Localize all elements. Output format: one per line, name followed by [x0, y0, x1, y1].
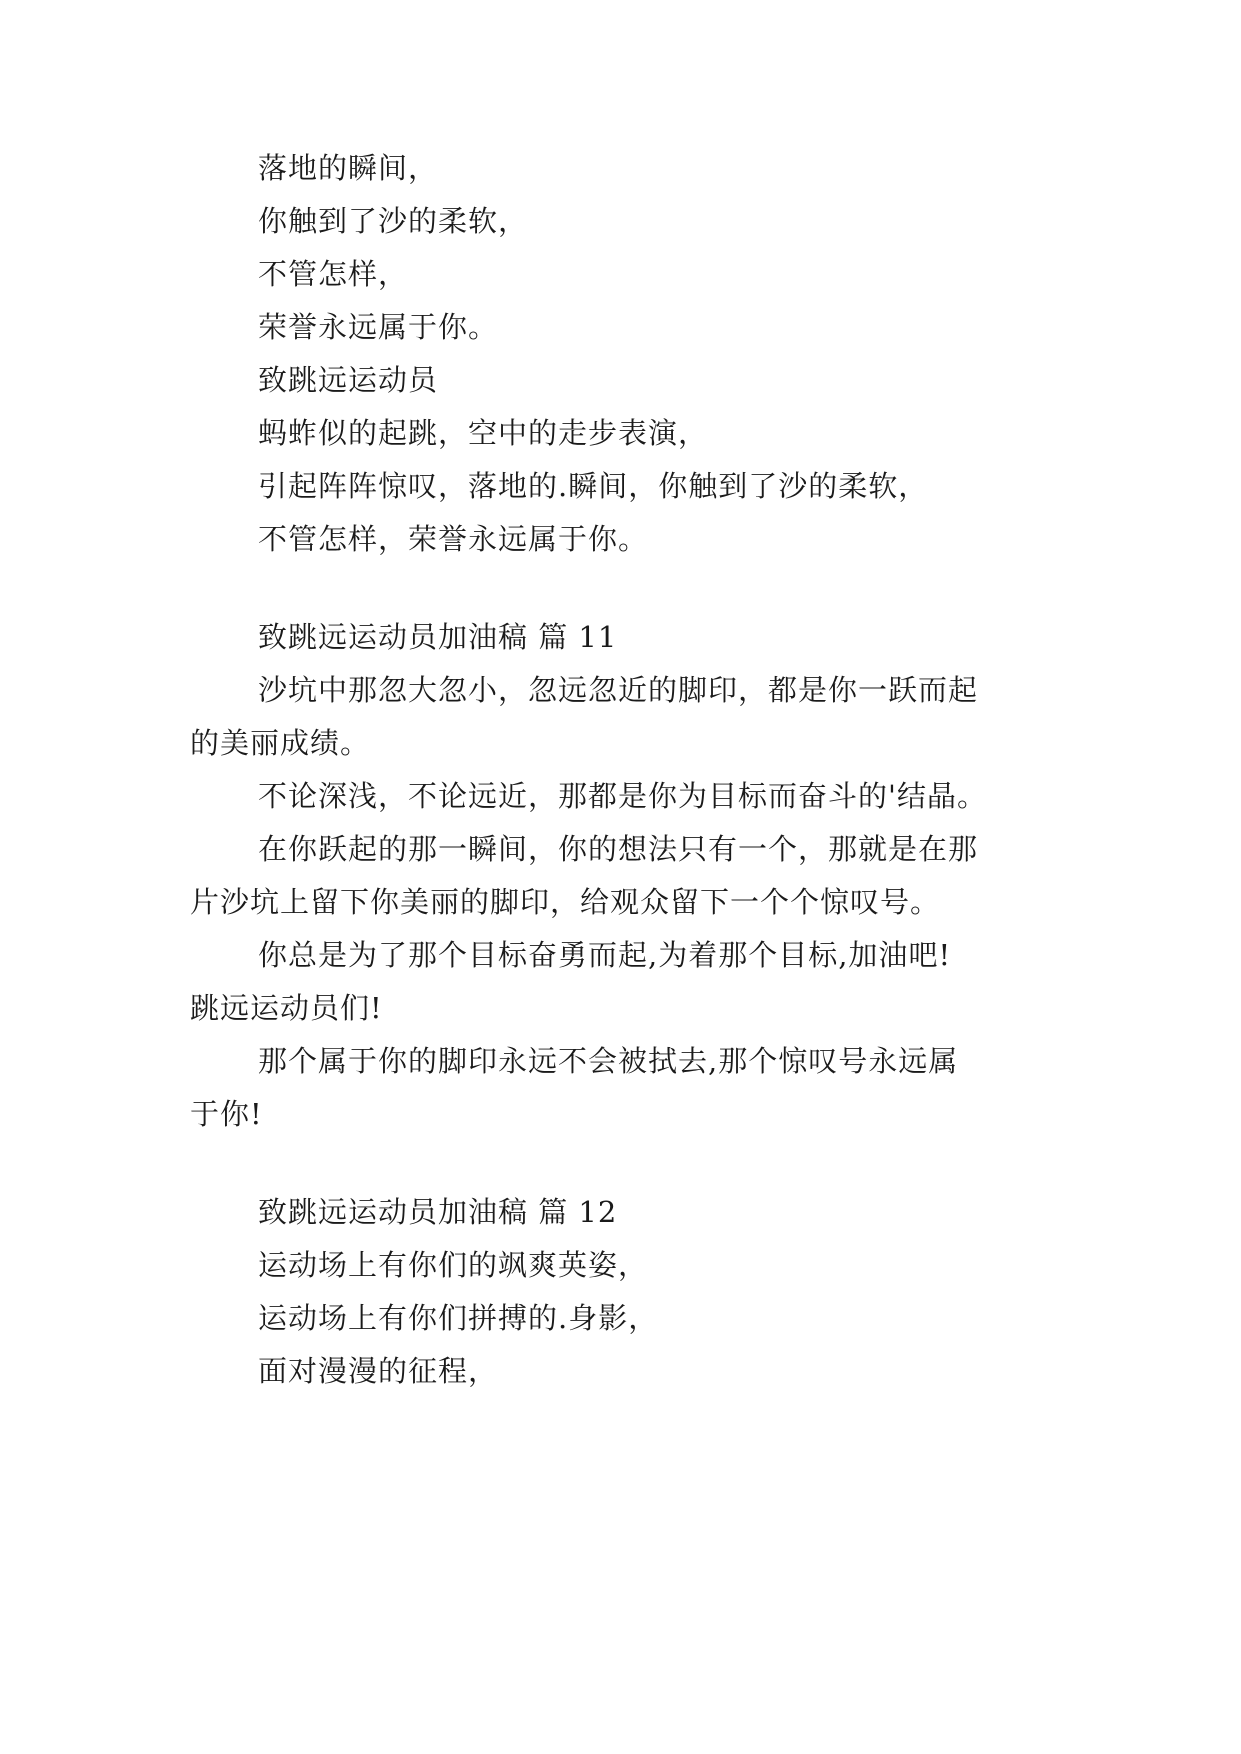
poem-line: 蚂蚱似的起跳，空中的走步表演，: [258, 416, 709, 450]
poem-line: 引起阵阵惊叹，落地的.瞬间，你触到了沙的柔软，: [258, 469, 929, 503]
paragraph-line: 的美丽成绩。: [190, 726, 371, 760]
paragraph-line: 片沙坑上留下你美丽的脚印，给观众留下一个个惊叹号。: [190, 885, 941, 919]
paragraph-line: 沙坑中那忽大忽小，忽远忽近的脚印，都是你一跃而起: [258, 673, 979, 707]
poem-line: 不管怎样，荣誉永远属于你。: [258, 522, 649, 556]
poem-heading: 致跳远运动员: [258, 363, 439, 397]
paragraph-line: 你总是为了那个目标奋勇而起,为着那个目标,加油吧!: [258, 938, 952, 972]
poem-line: 不管怎样，: [258, 257, 409, 291]
paragraph-line: 不论深浅，不论远近，那都是你为目标而奋斗的'结晶。: [258, 779, 987, 813]
paragraph-line: 跳远运动员们!: [190, 991, 383, 1025]
section-title-12: 致跳远运动员加油稿 篇 12: [258, 1195, 618, 1229]
poem-line: 面对漫漫的征程，: [258, 1354, 499, 1388]
section-title-11: 致跳远运动员加油稿 篇 11: [258, 620, 618, 654]
paragraph-line: 那个属于你的脚印永远不会被拭去,那个惊叹号永远属: [258, 1044, 959, 1078]
poem-line: 落地的瞬间，: [258, 151, 439, 185]
paragraph-line: 于你!: [190, 1097, 263, 1131]
poem-line: 运动场上有你们的飒爽英姿，: [258, 1248, 649, 1282]
paragraph-line: 在你跃起的那一瞬间，你的想法只有一个，那就是在那: [258, 832, 979, 866]
poem-line: 你触到了沙的柔软，: [258, 204, 529, 238]
poem-line: 荣誉永远属于你。: [258, 310, 499, 344]
poem-line: 运动场上有你们拼搏的.身影，: [258, 1301, 659, 1335]
